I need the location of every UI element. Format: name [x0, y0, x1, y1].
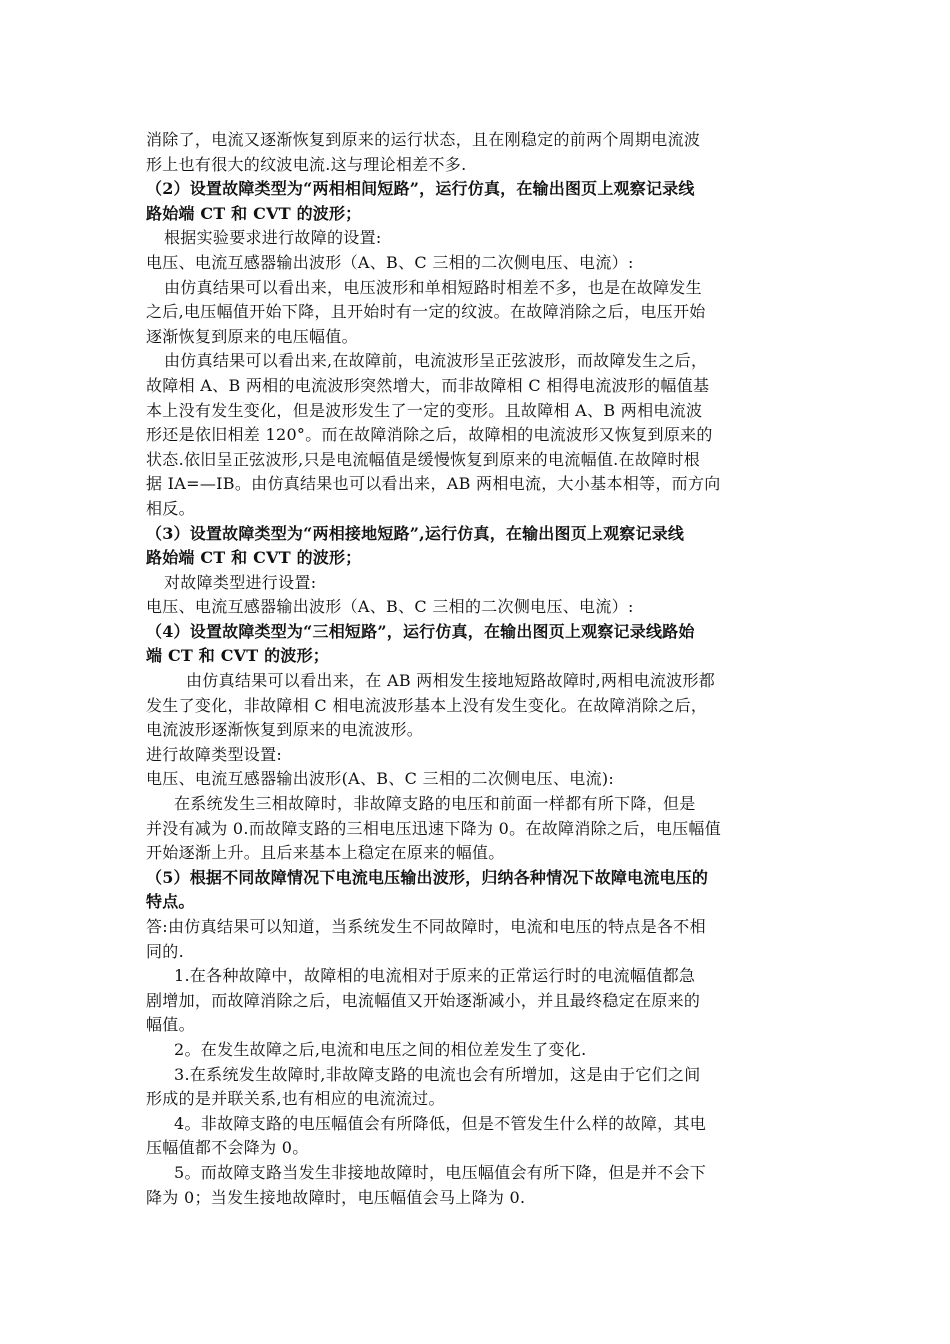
paragraph-line: 形上也有很大的纹波电流.这与理论相差不多.: [146, 154, 467, 174]
paragraph-line: 根据实验要求进行故障的设置:: [164, 228, 382, 248]
paragraph-line: 电流波形逐渐恢复到原来的电流波形。: [146, 720, 424, 740]
paragraph-line: 消除了，电流又逐渐恢复到原来的运行状态，且在刚稳定的前两个周期电流波: [146, 130, 701, 149]
paragraph-line: 幅值。: [146, 1015, 195, 1035]
paragraph-line: 故障相 A、B 两相的电流波形突然增大，而非故障相 C 相得电流波形的幅值基: [146, 375, 710, 395]
paragraph-line: 电压、电流互感器输出波形（A、B、C 三相的二次侧电压、电流）:: [146, 252, 634, 272]
section-heading-line: 路始端 CT 和 CVT 的波形；: [146, 548, 362, 568]
paragraph-line: 电压、电流互感器输出波形（A、B、C 三相的二次侧电压、电流）:: [146, 597, 634, 617]
section-heading-line: 端 CT 和 CVT 的波形；: [146, 646, 329, 666]
paragraph-line: 形还是依旧相差 120°。而在故障消除之后，故障相的电流波形又恢复到原来的: [146, 425, 713, 445]
paragraph-line: 5。而故障支路当发生非接地故障时，电压幅值会有所下降，但是并不会下: [174, 1162, 707, 1182]
paragraph-line: 2。在发生故障之后,电流和电压之间的相位差发生了变化.: [174, 1039, 587, 1059]
paragraph-line: 对故障类型进行设置:: [164, 572, 317, 592]
section-heading-line: 特点。: [146, 892, 195, 912]
paragraph-line: 答:由仿真结果可以知道，当系统发生不同故障时，电流和电压的特点是各不相: [146, 917, 706, 936]
document-body: [146, 128, 810, 1210]
paragraph-line: 形成的是并联关系,也有相应的电流流过。: [146, 1089, 445, 1109]
paragraph-line: 由仿真结果可以看出来,在故障前，电流波形呈正弦波形，而故障发生之后，: [164, 351, 708, 371]
paragraph-line: 本上没有发生变化，但是波形发生了一定的变形。且故障相 A、B 两相电流波: [146, 400, 703, 420]
paragraph-line: 由仿真结果可以看出来，电压波形和单相短路时相差不多，也是在故障发生: [164, 277, 702, 297]
paragraph-line: 3.在系统发生故障时,非故障支路的电流也会有所增加，这是由于它们之间: [174, 1064, 701, 1084]
paragraph-line: 据 IA=—IB。由仿真结果也可以看出来，AB 两相电流，大小基本相等，而方向: [146, 474, 721, 494]
section-heading-line: （5）根据不同故障情况下电流电压输出波形，归纳各种情况下故障电流电压的: [146, 867, 709, 887]
paragraph-line: 电压、电流互感器输出波形(A、B、C 三相的二次侧电压、电流):: [146, 769, 615, 789]
section-heading-line: 路始端 CT 和 CVT 的波形；: [146, 203, 362, 223]
paragraph-line: 开始逐渐上升。且后来基本上稳定在原来的幅值。: [146, 843, 505, 863]
paragraph-line: 剧增加，而故障消除之后，电流幅值又开始逐渐减小，并且最终稳定在原来的: [146, 990, 701, 1010]
section-heading-line: （4）设置故障类型为“三相短路”，运行仿真，在输出图页上观察记录线路始: [146, 621, 695, 641]
paragraph-line: 由仿真结果可以看出来，在 AB 两相发生接地短路故障时,两相电流波形都: [186, 671, 716, 691]
section-heading-line: （2）设置故障类型为“两相相间短路”，运行仿真，在输出图页上观察记录线: [146, 179, 695, 199]
paragraph-line: 逐渐恢复到原来的电压幅值。: [146, 326, 358, 346]
paragraph-line: 在系统发生三相故障时，非故障支路的电压和前面一样都有所下降，但是: [174, 794, 696, 814]
paragraph-line: 4。非故障支路的电压幅值会有所降低，但是不管发生什么样的故障，其电: [174, 1113, 707, 1133]
paragraph-line: 相反。: [146, 498, 195, 518]
paragraph-line: 压幅值都不会降为 0。: [146, 1138, 309, 1158]
paragraph-line: 发生了变化，非故障相 C 相电流波形基本上没有发生变化。在故障消除之后，: [146, 695, 708, 715]
paragraph-line: 1.在各种故障中，故障相的电流相对于原来的正常运行时的电流幅值都急: [174, 966, 696, 986]
paragraph-line: 并没有减为 0.而故障支路的三相电压迅速下降为 0。在故障消除之后，电压幅值: [146, 818, 722, 838]
paragraph-line: 状态.依旧呈正弦波形,只是电流幅值是缓慢恢复到原来的电流幅值.在故障时根: [146, 449, 701, 469]
paragraph-line: 同的.: [146, 941, 184, 961]
paragraph-line: 进行故障类型设置:: [146, 744, 283, 764]
paragraph-line: 降为 0；当发生接地故障时，电压幅值会马上降为 0.: [146, 1187, 526, 1207]
paragraph-line: 之后,电压幅值开始下降，且开始时有一定的纹波。在故障消除之后，电压开始: [146, 302, 706, 322]
section-heading-line: （3）设置故障类型为“两相接地短路”,运行仿真，在输出图页上观察记录线: [146, 523, 685, 543]
